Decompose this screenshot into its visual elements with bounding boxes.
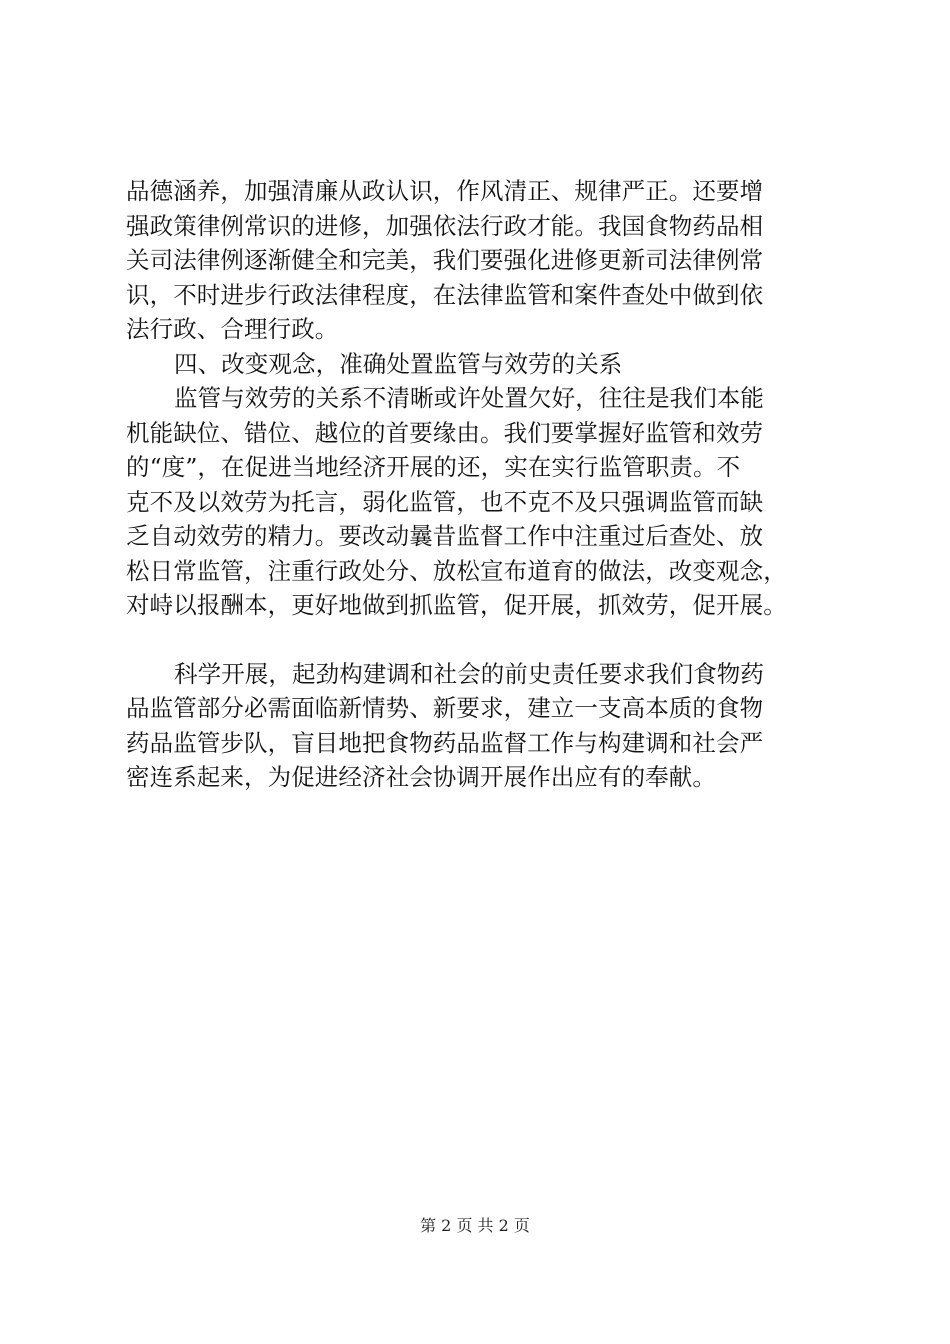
page-footer [0, 1214, 950, 1238]
text-line: 监管与效劳的关系不清晰或许处置欠好，往往是我们本能 [174, 384, 764, 412]
text-line: 克不及以效劳为托言，弱化监管，也不克不及只强调监管而缺 [126, 487, 764, 516]
paragraph-integrity [126, 174, 851, 347]
paragraph-gap [126, 623, 851, 657]
document-body [126, 174, 851, 795]
paragraph-conclusion [126, 657, 851, 795]
text-line: 的“度”，在促进当地经济开展的还，实在实行监管职责。不 [126, 453, 741, 481]
text-line: 乏自动效劳的精力。要改动曩昔监督工作中注重过后查处、放 [126, 522, 764, 550]
text-line: 药品监管步队，盲目地把食物药品监督工作与构建调和社会严 [126, 728, 764, 757]
text-line: 识，不时进步行政法律程度，在法律监管和案件查处中做到依 [126, 280, 764, 309]
paragraph-supervision-service [126, 381, 851, 623]
text-line: 科学开展，起劲构建调和社会的前史责任要求我们食物药 [174, 659, 764, 688]
text-line: 品监管部分必需面临新情势、新要求，建立一支高本质的食物 [126, 694, 764, 722]
text-line: 品德涵养，加强清廉从政认识，作风清正、规律严正。还要增 [126, 177, 764, 205]
section-heading [126, 347, 851, 382]
text-line: 松日常监管，注重行政处分、放松宣布道育的做法，改变观念， [126, 556, 787, 585]
text-line: 法行政、合理行政。 [126, 315, 339, 343]
text-line: 密连系起来，为促进经济社会协调开展作出应有的奉献。 [126, 763, 716, 791]
section-heading-text: 四、改变观念，准确处置监管与效劳的关系 [174, 349, 623, 378]
text-line: 关司法律例逐渐健全和完美，我们要强化进修更新司法律例常 [126, 246, 764, 274]
text-line: 强政策律例常识的进修，加强依法行政才能。我国食物药品相 [126, 211, 764, 240]
page-number: 第 2 页 共 2 页 [420, 1216, 530, 1235]
text-line: 对峙以报酬本，更好地做到抓监管，促开展，抓效劳，促开展。 [126, 591, 787, 619]
text-line: 机能缺位、错位、越位的首要缘由。我们要掌握好监管和效劳 [126, 418, 764, 447]
